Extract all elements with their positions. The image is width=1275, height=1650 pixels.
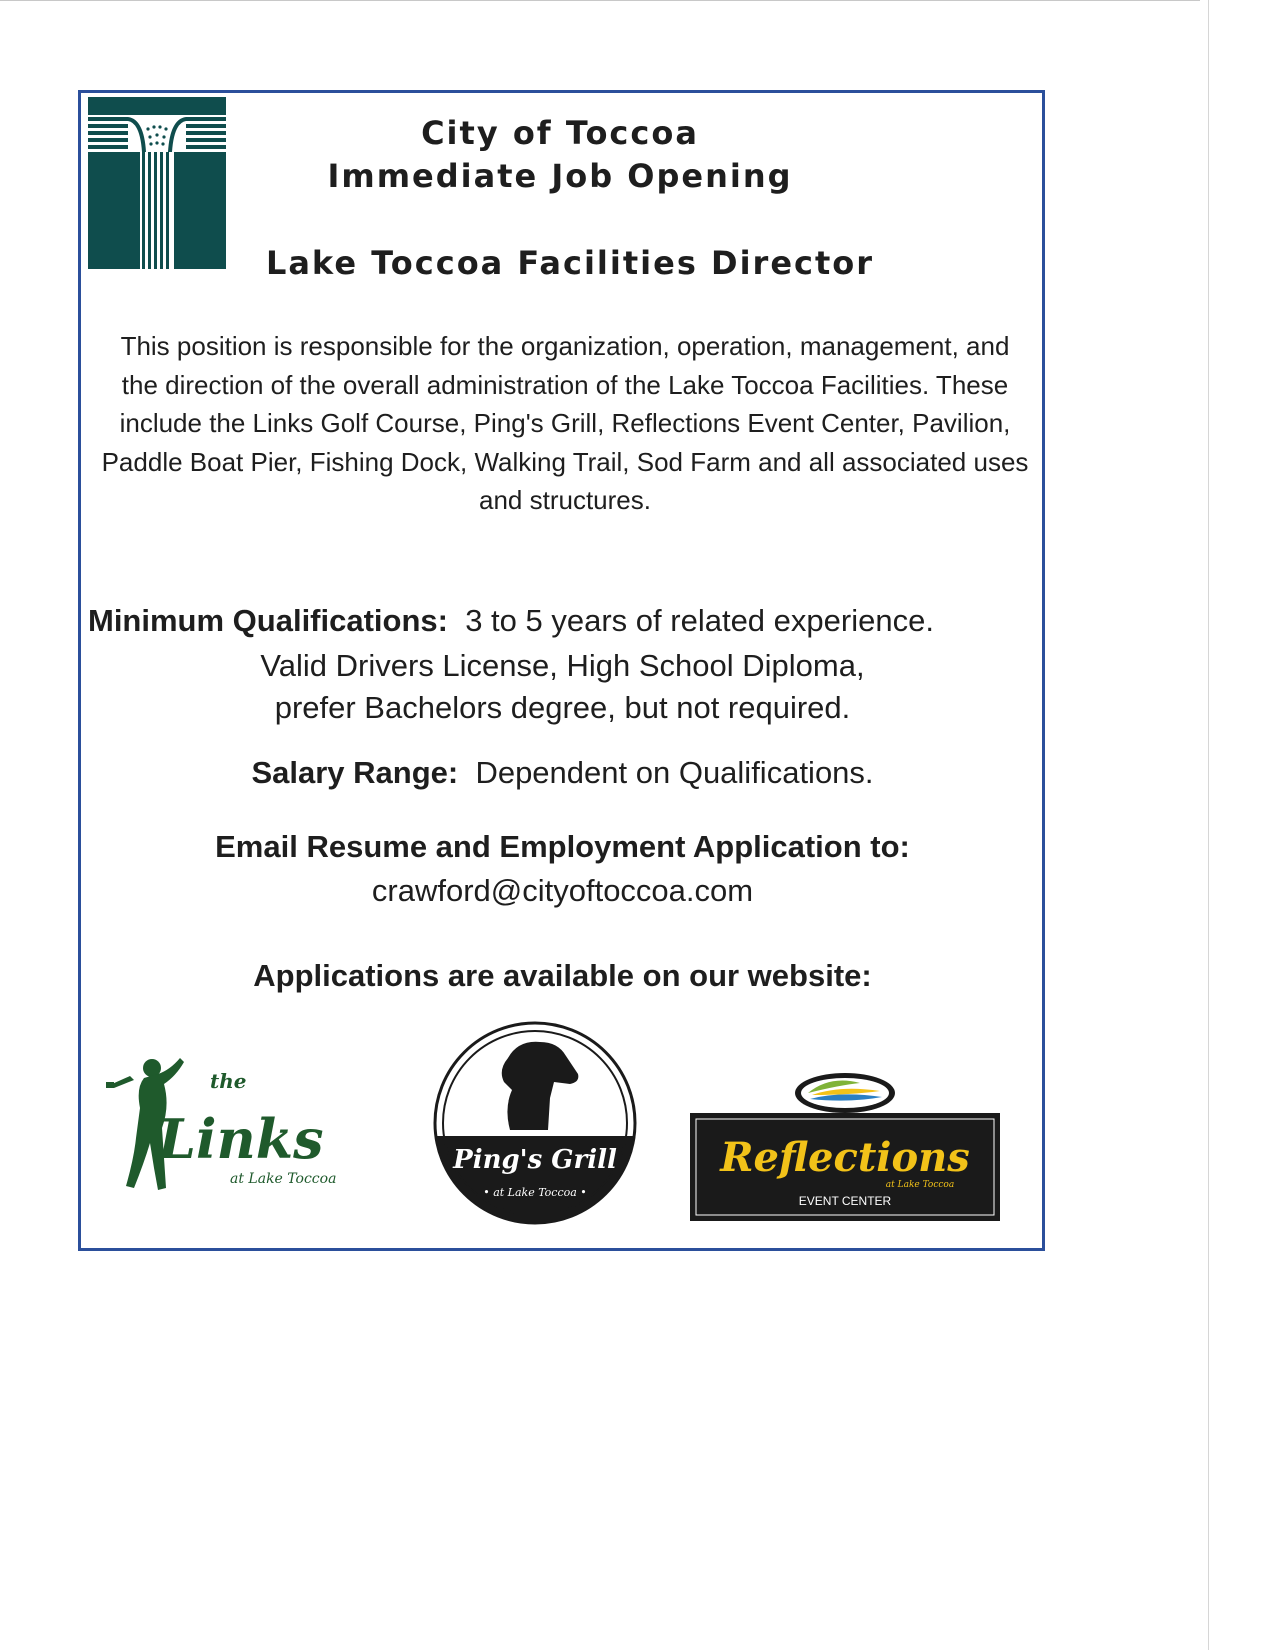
links-logo	[100, 1048, 370, 1208]
reflections-logo	[690, 1061, 1000, 1221]
qualifications-degree: prefer Bachelors degree, but not required.	[274, 690, 851, 725]
links-logo-the: the	[210, 1069, 247, 1093]
city-of-toccoa-logo	[88, 97, 226, 269]
pings-grill-logo	[430, 1018, 640, 1228]
email-instruction: Email Resume and Employment Application to:	[215, 829, 910, 864]
pings-logo-name: Ping's Grill	[453, 1145, 617, 1175]
reflections-logo-location: at Lake Toccoa	[885, 1180, 955, 1190]
reflections-logo-name: Reflections	[720, 1134, 970, 1181]
salary-value: Dependent on Qualifications.	[475, 755, 874, 790]
salary-label: Salary Range:	[251, 755, 459, 790]
salary-line	[80, 755, 1045, 791]
position-title: Lake Toccoa Facilities Director	[265, 244, 875, 282]
city-title: City of Toccoa	[421, 114, 699, 152]
scan-edge-right	[1208, 0, 1209, 1650]
job-opening-title: Immediate Job Opening	[327, 157, 793, 195]
links-logo-location: at Lake Toccoa	[230, 1171, 337, 1187]
pings-logo-location: • at Lake Toccoa •	[483, 1186, 587, 1199]
links-logo-name: Links	[158, 1107, 324, 1171]
contact-email[interactable]: crawford@cityoftoccoa.com	[371, 873, 754, 908]
position-description: This position is responsible for the organization, operation, management, and the direction of the overall administration of the Lake Toccoa Facilities. These include the Links Golf Course, Ping's Grill, Reflections Event Center, Pavilion, Paddle Boat Pier, Fishing Dock, Walking Trail, Sod Farm and all associated uses and structures.	[101, 331, 1029, 515]
qualifications-experience: 3 to 5 years of related experience.	[465, 603, 934, 638]
scan-edge-top	[0, 0, 1200, 1]
applications-note: Applications are available on our website:	[253, 958, 872, 993]
qualifications-license: Valid Drivers License, High School Diploma,	[260, 648, 865, 683]
qualifications-line	[88, 603, 1048, 639]
qualifications-label: Minimum Qualifications:	[88, 603, 448, 638]
reflections-logo-subtitle: EVENT CENTER	[798, 1194, 892, 1208]
